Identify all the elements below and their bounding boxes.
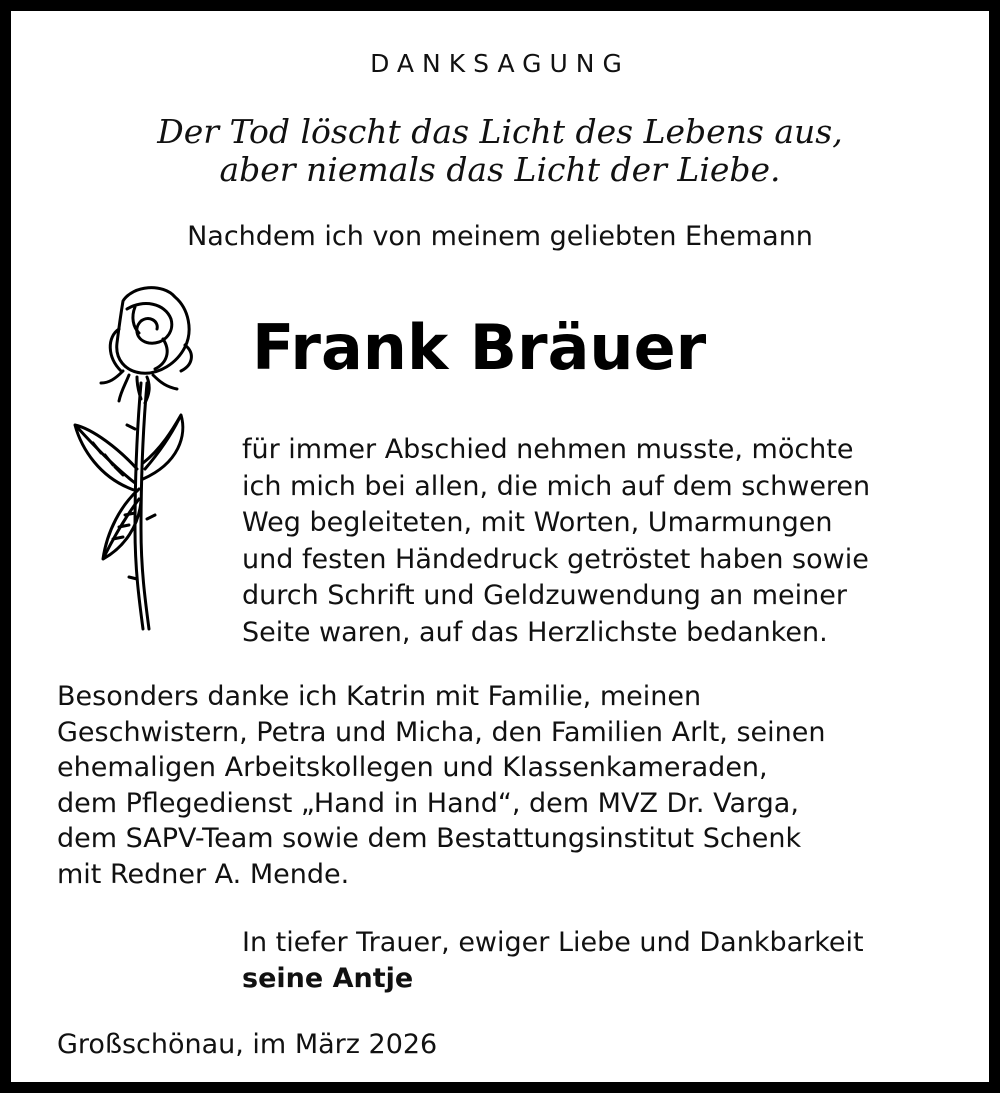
rose-icon — [63, 279, 203, 641]
heading: DANKSAGUNG — [370, 49, 630, 78]
closing — [242, 925, 982, 997]
text-line: ehemaligen Arbeitskollegen und Klassenkameraden, — [57, 752, 768, 783]
text-line: dem Pflegedienst „Hand in Hand“, dem MVZ Dr. Varga, — [57, 787, 799, 819]
intro-text: Nachdem ich von meinem geliebten Ehemann — [187, 221, 813, 252]
text-line: dem SAPV-Team sowie dem Bestattungsinstitut Schenk — [57, 823, 802, 854]
text-line: für immer Abschied nehmen musste, möchte — [242, 434, 854, 465]
place-date: Großschönau, im März 2026 — [57, 1029, 438, 1060]
text-line: mit Redner A. Mende. — [57, 858, 350, 890]
signer-name: seine Antje — [242, 963, 414, 994]
quote-line-2: aber niemals das Licht der Liebe. — [219, 150, 781, 189]
quote — [11, 113, 989, 189]
text-line: Weg begleiteten, mit Worten, Umarmungen — [242, 507, 833, 538]
closing-line: In tiefer Trauer, ewiger Liebe und Dankbarkeit — [242, 927, 864, 958]
quote-line-1: Der Tod löscht das Licht des Lebens aus, — [157, 112, 843, 151]
thanks-paragraph — [242, 432, 982, 651]
text-line: und festen Händedruck getröstet haben sowie — [242, 543, 869, 575]
text-line: Seite waren, auf das Herzlichste bedanken. — [242, 616, 828, 648]
special-thanks-paragraph — [57, 679, 987, 892]
text-line: ich mich bei allen, die mich auf dem schweren — [242, 470, 871, 502]
text-line: Besonders danke ich Katrin mit Familie, meinen — [57, 681, 702, 712]
text-line: durch Schrift und Geldzuwendung an meiner — [242, 580, 847, 611]
deceased-name: Frank Bräuer — [252, 311, 707, 384]
text-line: Geschwistern, Petra und Micha, den Familien Arlt, seinen — [57, 716, 826, 748]
